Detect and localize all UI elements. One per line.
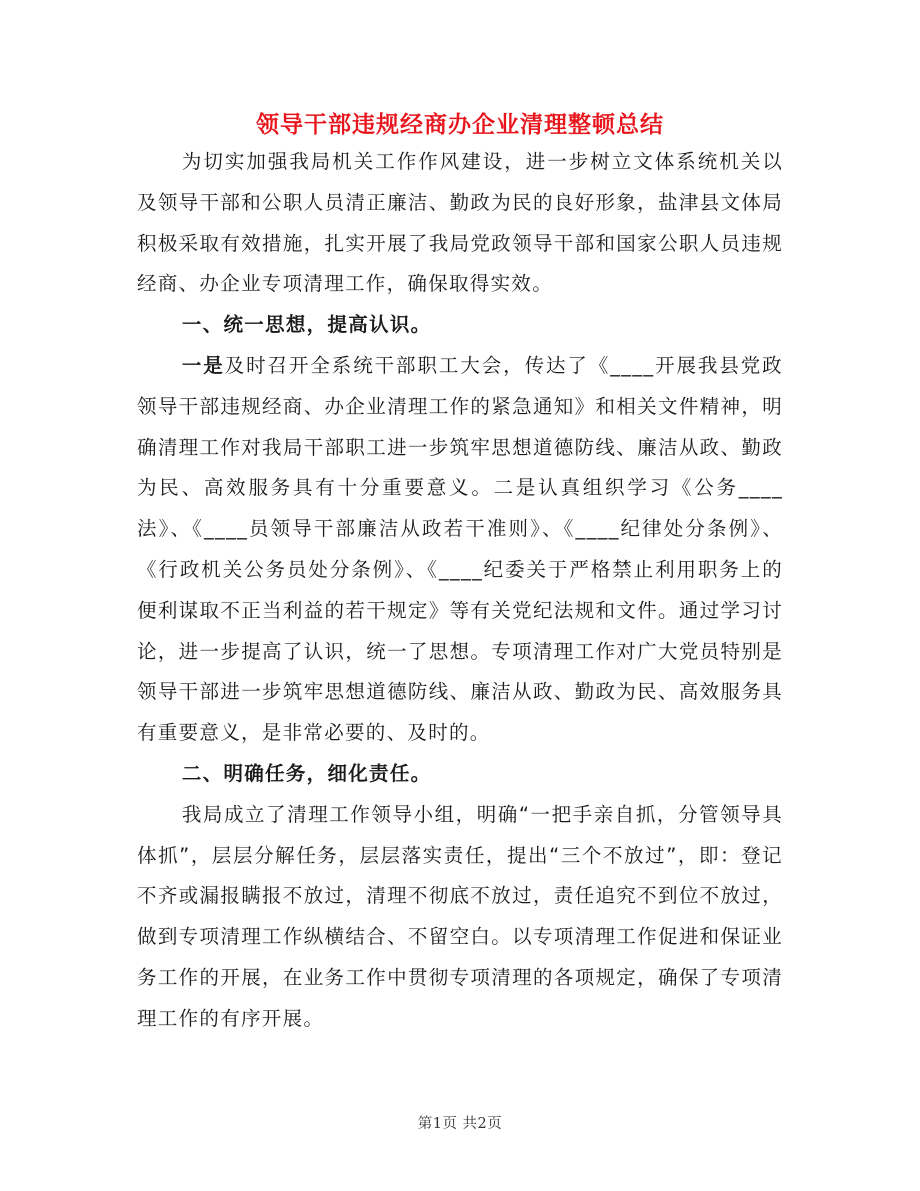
- section2-heading: 二、明确任务，细化责任。: [181, 761, 432, 785]
- section1-body: 及时召开全系统干部职工大会，传达了《____开展我县党政领导干部违规经商、办企业清理工作的紧急通知》和相关文件精神，明确清理工作对我局干部职工进一步筑牢思想道德防线、廉洁从政、勤政为民、高效服务具有十分重要意义。二是认真组织学习《公务____法》、《____员领导干部廉洁从政若干准则》、《____纪律处分条例》、《行政机关公务员处分条例》、《____纪委关于严格禁止利用职务上的便利谋取不正当利益的若干规定》等有关党纪法规和文件。通过学习讨论，进一步提高了认识，统一了思想。专项清理工作对广大党员特别是领导干部进一步筑牢思想道德防线、廉洁从政、勤政为民、高效服务具有重要意义，是非常必要的、及时的。: [137, 353, 783, 745]
- page-number: 第1页 共2页: [417, 1116, 503, 1132]
- intro-paragraph: 为切实加强我局机关工作作风建设，进一步树立文体系统机关以及领导干部和公职人员清正廉洁、勤政为民的良好形象，盐津县文体局积极采取有效措施，扎实开展了我局党政领导干部和国家公职人员违规经商、办企业专项清理工作，确保取得实效。: [137, 150, 783, 296]
- section1-lead: 一是: [181, 353, 225, 377]
- section1-paragraph: [137, 346, 783, 754]
- document-body: [137, 142, 783, 1040]
- section2-paragraph: 我局成立了清理工作领导小组，明确“一把手亲自抓，分管领导具体抓”，层层分解任务，层层落实责任，提出“三个不放过”，即：登记不齐或漏报瞒报不放过，清理不彻底不放过，责任追究不到位不放过，做到专项清理工作纵横结合、不留空白。以专项清理工作促进和保证业务工作的开展，在业务工作中贯彻专项清理的各项规定，确保了专项清理工作的有序开展。: [137, 802, 783, 1030]
- document-title: 领导干部违规经商办企业清理整顿总结: [256, 112, 664, 138]
- section1-heading: 一、统一思想，提高认识。: [181, 313, 432, 337]
